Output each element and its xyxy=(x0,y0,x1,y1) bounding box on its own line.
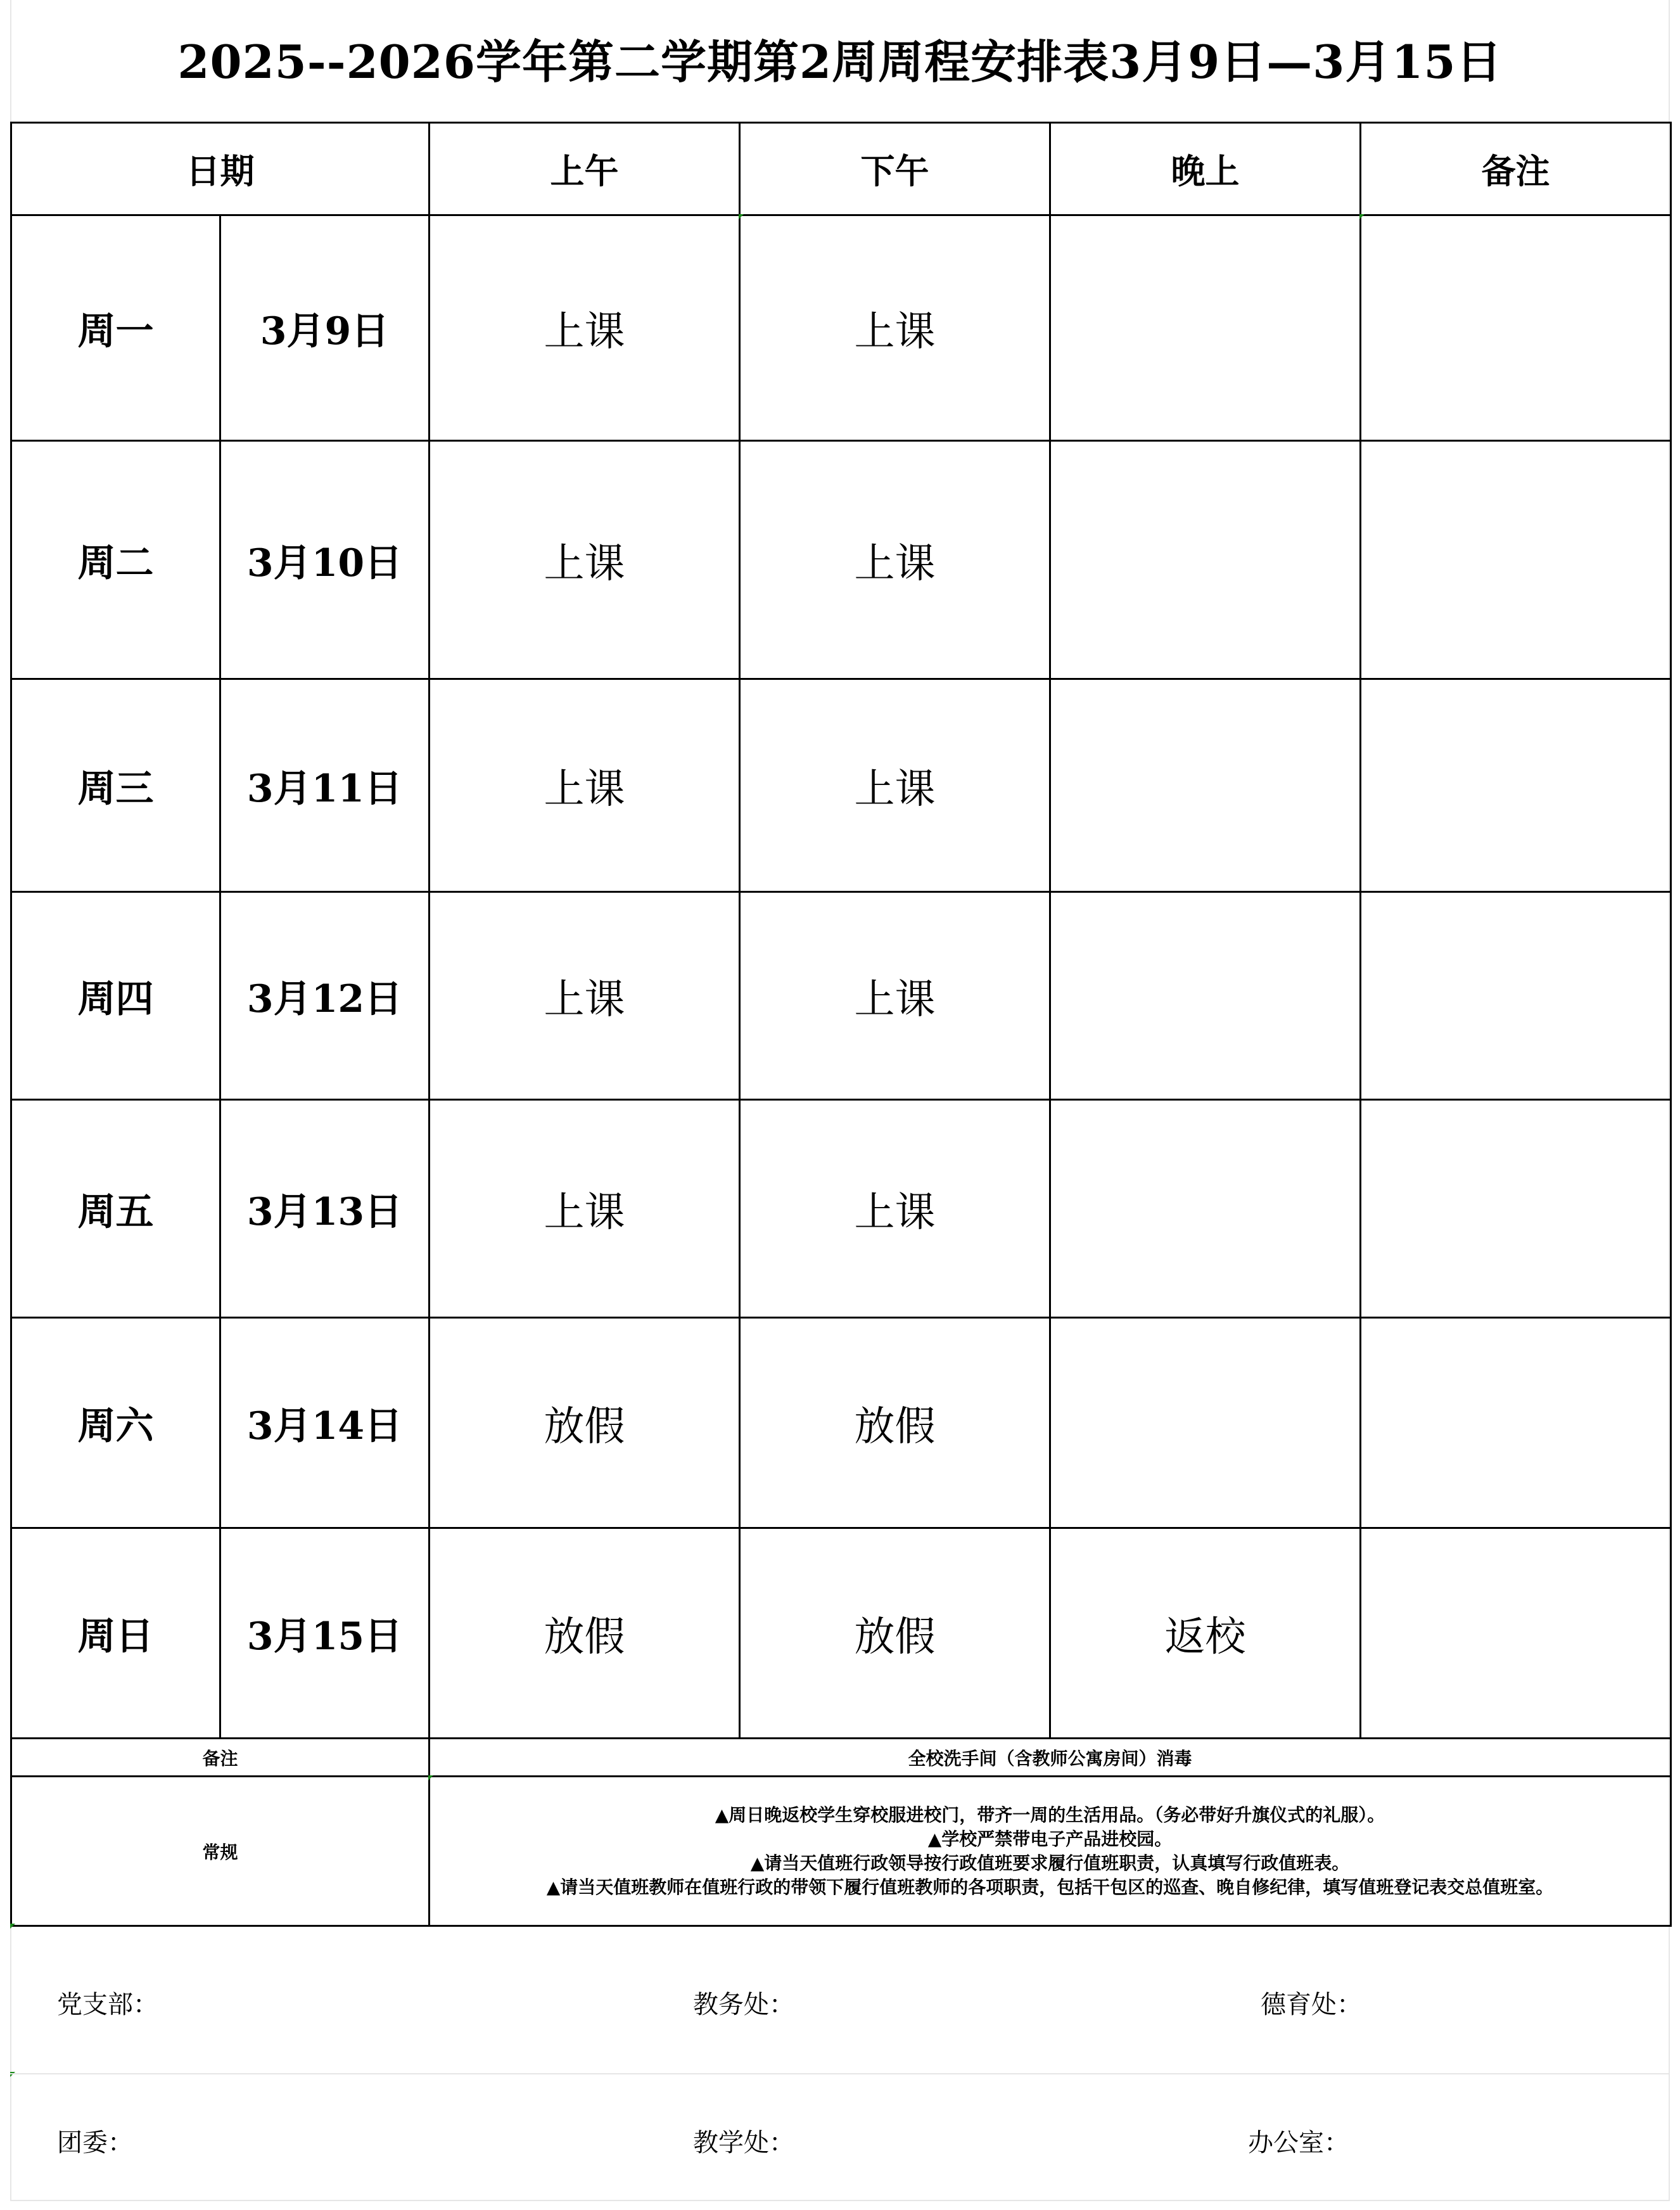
afternoon-cell: 放假 xyxy=(740,1528,1050,1739)
cell-comment-marker xyxy=(428,1775,433,1780)
date-cell: 3月11日 xyxy=(220,679,430,892)
afternoon-cell: 上课 xyxy=(740,1100,1050,1318)
signature-youth-league: 团委： xyxy=(57,2128,133,2157)
notes-label: 备注 xyxy=(11,1739,430,1777)
remarks-cell xyxy=(1361,1318,1671,1528)
table-row xyxy=(11,679,1671,892)
regulation-item: ▲请当天值班教师在值班行政的带领下履行值班教师的各项职责，包括干包区的巡查、晚自修纪律，填写值班登记表交总值班室。 xyxy=(546,1876,1554,1898)
header-evening: 晚上 xyxy=(1050,123,1361,215)
regulations-list xyxy=(430,1777,1671,1926)
table-row xyxy=(11,1100,1671,1318)
weekday-cell: 周五 xyxy=(11,1100,220,1318)
afternoon-cell: 上课 xyxy=(740,892,1050,1100)
header-date: 日期 xyxy=(11,123,430,215)
date-cell: 3月14日 xyxy=(220,1318,430,1528)
signature-divider xyxy=(10,2073,1670,2074)
table-row xyxy=(11,1528,1671,1739)
morning-cell: 上课 xyxy=(430,679,740,892)
remarks-cell xyxy=(1361,892,1671,1100)
date-cell: 3月12日 xyxy=(220,892,430,1100)
weekday-cell: 周二 xyxy=(11,441,220,679)
remarks-cell xyxy=(1361,1100,1671,1318)
regulation-item: ▲周日晚返校学生穿校服进校门，带齐一周的生活用品。（务必带好升旗仪式的礼服）。 xyxy=(715,1804,1385,1825)
remarks-cell xyxy=(1361,679,1671,892)
morning-cell: 上课 xyxy=(430,441,740,679)
evening-cell xyxy=(1050,1318,1361,1528)
regulations-row xyxy=(11,1777,1671,1926)
remarks-cell xyxy=(1361,441,1671,679)
evening-cell xyxy=(1050,441,1361,679)
cell-comment-marker xyxy=(739,214,744,219)
notes-text: 全校洗手间（含教师公寓房间）消毒 xyxy=(430,1739,1671,1777)
signature-teaching-office: 教学处： xyxy=(693,2128,794,2157)
remarks-cell xyxy=(1361,215,1671,441)
date-cell: 3月10日 xyxy=(220,441,430,679)
morning-cell: 上课 xyxy=(430,892,740,1100)
table-row xyxy=(11,441,1671,679)
afternoon-cell: 上课 xyxy=(740,441,1050,679)
date-cell: 3月15日 xyxy=(220,1528,430,1739)
morning-cell: 放假 xyxy=(430,1318,740,1528)
weekday-cell: 周一 xyxy=(11,215,220,441)
weekly-schedule-table xyxy=(10,122,1672,1927)
header-afternoon: 下午 xyxy=(740,123,1050,215)
cell-comment-marker xyxy=(1359,214,1365,219)
evening-cell xyxy=(1050,679,1361,892)
signature-general-office: 办公室： xyxy=(1248,2128,1349,2157)
evening-cell xyxy=(1050,1100,1361,1318)
remarks-cell xyxy=(1361,1528,1671,1739)
table-row xyxy=(11,215,1671,441)
weekday-cell: 周日 xyxy=(11,1528,220,1739)
afternoon-cell: 上课 xyxy=(740,215,1050,441)
morning-cell: 上课 xyxy=(430,215,740,441)
date-cell: 3月13日 xyxy=(220,1100,430,1318)
weekday-cell: 周六 xyxy=(11,1318,220,1528)
notes-row xyxy=(11,1739,1671,1777)
morning-cell: 放假 xyxy=(430,1528,740,1739)
cell-comment-marker xyxy=(10,1924,15,1929)
afternoon-cell: 放假 xyxy=(740,1318,1050,1528)
date-cell: 3月9日 xyxy=(220,215,430,441)
afternoon-cell: 上课 xyxy=(740,679,1050,892)
weekday-cell: 周三 xyxy=(11,679,220,892)
page-title: 2025--2026学年第二学期第2周周程安排表3月9日—3月15日 xyxy=(177,35,1503,89)
table-row xyxy=(11,892,1671,1100)
signature-moral-education: 德育处： xyxy=(1261,1990,1362,2019)
header-row xyxy=(11,123,1671,215)
regulation-item: ▲学校严禁带电子产品进校园。 xyxy=(927,1828,1173,1849)
evening-cell: 返校 xyxy=(1050,1528,1361,1739)
weekday-cell: 周四 xyxy=(11,892,220,1100)
header-remarks: 备注 xyxy=(1361,123,1671,215)
regulation-item: ▲请当天值班行政领导按行政值班要求履行值班职责，认真填写行政值班表。 xyxy=(750,1852,1350,1874)
signature-party-branch: 党支部： xyxy=(57,1990,158,2019)
evening-cell xyxy=(1050,215,1361,441)
evening-cell xyxy=(1050,892,1361,1100)
regulations-label: 常规 xyxy=(11,1777,430,1926)
table-row xyxy=(11,1318,1671,1528)
header-morning: 上午 xyxy=(430,123,740,215)
signature-academic-affairs: 教务处： xyxy=(693,1990,794,2019)
morning-cell: 上课 xyxy=(430,1100,740,1318)
